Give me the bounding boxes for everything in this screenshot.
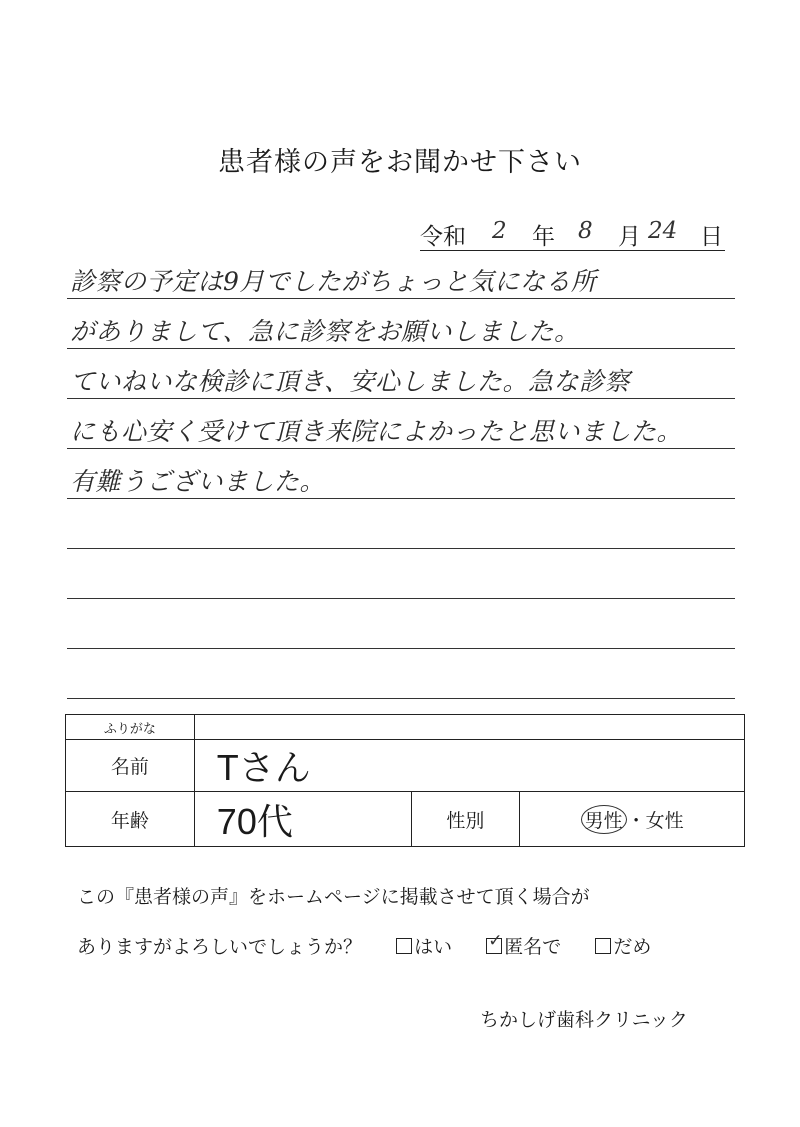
name-value: Tさん	[194, 740, 744, 792]
gender-female-option: 女性	[645, 809, 684, 832]
consent-question	[77, 932, 651, 959]
date-year: 2	[492, 218, 507, 244]
comment-line: 診察の予定は9月でしたがちょっと気になる所	[70, 267, 597, 296]
patient-info-table	[65, 714, 745, 847]
checkbox-no[interactable]	[595, 938, 611, 954]
date-day: 24	[648, 218, 678, 244]
comment-rule	[67, 548, 735, 549]
age-label: 年齢	[66, 792, 195, 847]
option-anonymous[interactable]	[486, 936, 561, 958]
gender-label: 性別	[411, 792, 520, 847]
comment-line: にも心安く受けて頂き来院によかったと思いました。	[70, 417, 683, 446]
comment-line: がありまして、急に診察をお願いしました。	[70, 317, 580, 346]
comment-rule	[67, 298, 735, 299]
comment-rule	[67, 398, 735, 399]
gender-separator: ・	[626, 809, 646, 832]
option-no[interactable]	[595, 936, 651, 958]
option-anonymous-label: 匿名で	[504, 936, 562, 958]
furigana-value	[194, 715, 744, 740]
age-value: 70代	[194, 792, 411, 847]
comment-line: 有難うございました。	[70, 467, 326, 496]
clinic-name: ちかしげ歯科クリニック	[480, 1009, 688, 1031]
comment-rule	[67, 598, 735, 599]
checkbox-anonymous[interactable]	[486, 938, 502, 954]
name-label: 名前	[66, 740, 195, 792]
date-day-unit: 日	[700, 224, 723, 250]
comment-rule	[67, 698, 735, 699]
option-no-label: だめ	[613, 936, 652, 958]
comment-rule	[67, 498, 735, 499]
furigana-label: ふりがな	[66, 715, 195, 740]
comment-rule	[67, 348, 735, 349]
gender-options	[520, 792, 745, 847]
date-month-unit: 月	[618, 224, 641, 250]
consent-question-line2: ありますがよろしいでしょうか？	[77, 936, 363, 958]
option-yes-label: はい	[414, 936, 453, 958]
checkbox-yes[interactable]	[396, 938, 412, 954]
date-era: 令和	[420, 224, 466, 250]
comment-rule	[67, 648, 735, 649]
consent-question-line1: この『患者様の声』をホームページに掲載させて頂く場合が	[77, 886, 590, 908]
page-title: 患者様の声をお聞かせ下さい	[218, 147, 582, 178]
date-month: 8	[578, 218, 593, 244]
gender-male-option: 男性	[581, 805, 627, 834]
comment-line: ていねいな検診に頂き、安心しました。急な診察	[70, 367, 631, 396]
comment-rule	[67, 448, 735, 449]
option-yes[interactable]	[396, 936, 452, 958]
date-year-unit: 年	[532, 224, 555, 250]
date-line	[420, 216, 725, 251]
